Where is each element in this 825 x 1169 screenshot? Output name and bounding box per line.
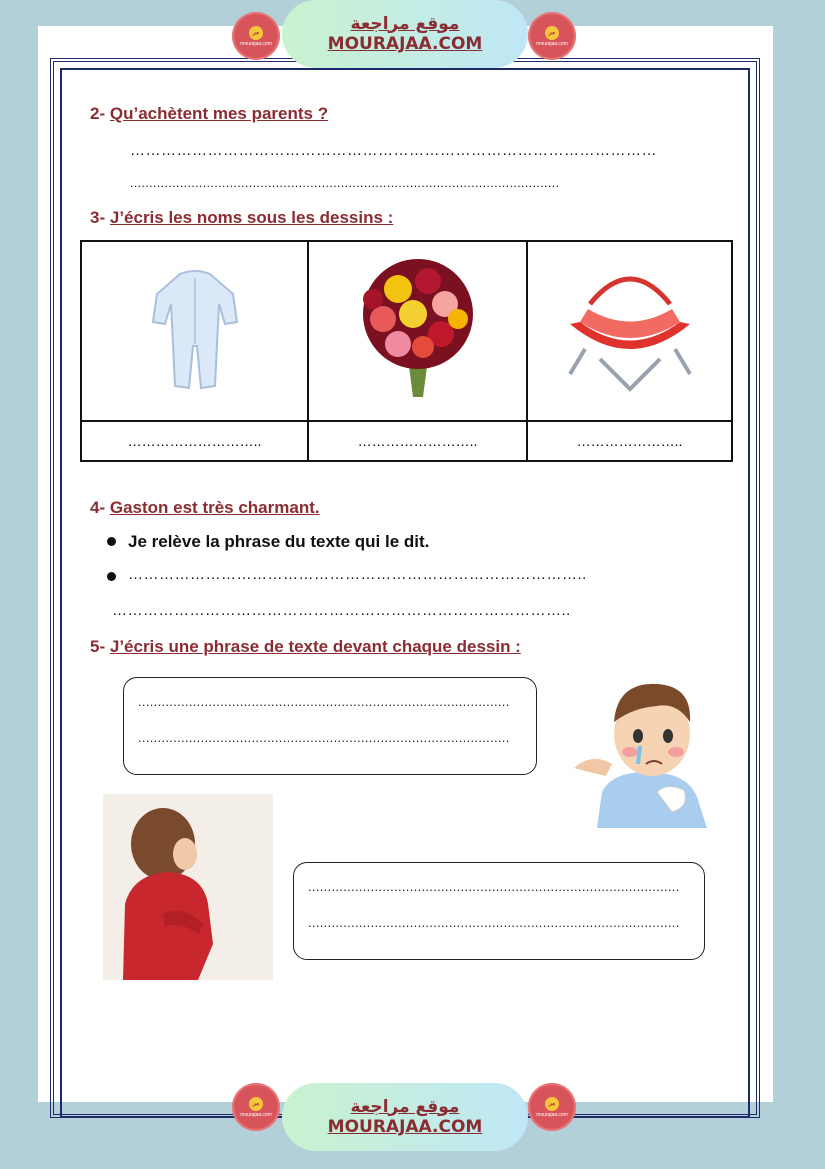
question-number: 5- xyxy=(90,637,106,656)
question-4-title xyxy=(90,498,320,518)
bullet-icon xyxy=(107,537,116,546)
question-number: 4- xyxy=(90,498,106,517)
logo-emblem-icon: مر xyxy=(545,1097,559,1111)
logo-text: mourajaa.com xyxy=(536,1111,568,1118)
question-3-title xyxy=(90,208,393,228)
baby-bouncer-icon xyxy=(560,264,700,394)
bullet-icon xyxy=(107,572,116,581)
question-number: 3- xyxy=(90,208,106,227)
question-2-title xyxy=(90,104,328,124)
answer-line[interactable]: ............................................................................................... xyxy=(308,915,680,930)
site-domain[interactable]: MOURAJAA.COM xyxy=(327,1117,483,1137)
answer-line[interactable]: ............................................................................................... xyxy=(138,730,510,745)
answer-blank[interactable]: …………………….. xyxy=(308,421,527,461)
sad-child-photo xyxy=(103,794,273,980)
picture-naming-table xyxy=(80,240,733,462)
site-arabic-name: موقع مراجعة xyxy=(350,13,460,34)
logo-text: mourajaa.com xyxy=(240,1111,272,1118)
site-logo-right-top xyxy=(528,12,576,60)
rose-bouquet-icon xyxy=(353,259,483,399)
site-logo-left-bottom xyxy=(232,1083,280,1131)
picture-cell xyxy=(527,241,732,421)
site-banner-bottom[interactable] xyxy=(282,1083,528,1151)
answer-line[interactable]: ............................................................................................... xyxy=(308,879,680,894)
baby-onesie-icon xyxy=(145,264,245,394)
question-number: 2- xyxy=(90,104,106,123)
logo-emblem-icon: مر xyxy=(249,1097,263,1111)
answer-line[interactable]: ................................................................................................................ xyxy=(130,176,560,190)
logo-emblem-icon: مر xyxy=(249,26,263,40)
question-label: Qu’achètent mes parents ? xyxy=(109,104,329,123)
answer-line[interactable]: ………………………………………………………………………………………… xyxy=(130,142,657,159)
picture-cell xyxy=(81,241,308,421)
answer-box-2[interactable] xyxy=(293,862,705,960)
picture-cell xyxy=(308,241,527,421)
logo-text: mourajaa.com xyxy=(536,40,568,47)
answer-line[interactable]: ............................................................................................... xyxy=(138,694,510,709)
crying-boy-icon xyxy=(572,672,722,828)
answer-blank[interactable]: ……………………….. xyxy=(81,421,308,461)
answer-blank[interactable]: ………………….. xyxy=(527,421,732,461)
question-label: Gaston est très charmant. xyxy=(109,498,320,517)
site-logo-left-top xyxy=(232,12,280,60)
instruction-text: Je relève la phrase du texte qui le dit. xyxy=(128,532,430,551)
site-banner-top[interactable] xyxy=(282,0,528,68)
logo-emblem-icon: مر xyxy=(545,26,559,40)
site-arabic-name: موقع مراجعة xyxy=(350,1096,460,1117)
question-label: J’écris les noms sous les dessins : xyxy=(109,208,394,227)
answer-box-1[interactable] xyxy=(123,677,537,775)
answer-line[interactable]: …………………………………………………………………………….. xyxy=(112,602,571,619)
site-logo-right-bottom xyxy=(528,1083,576,1131)
answer-line[interactable]: …………………………………………………………………………….. xyxy=(128,566,587,583)
question-5-title xyxy=(90,637,521,657)
site-domain[interactable]: MOURAJAA.COM xyxy=(327,34,483,54)
logo-text: mourajaa.com xyxy=(240,40,272,47)
question-label: J’écris une phrase de texte devant chaque dessin : xyxy=(109,637,521,656)
